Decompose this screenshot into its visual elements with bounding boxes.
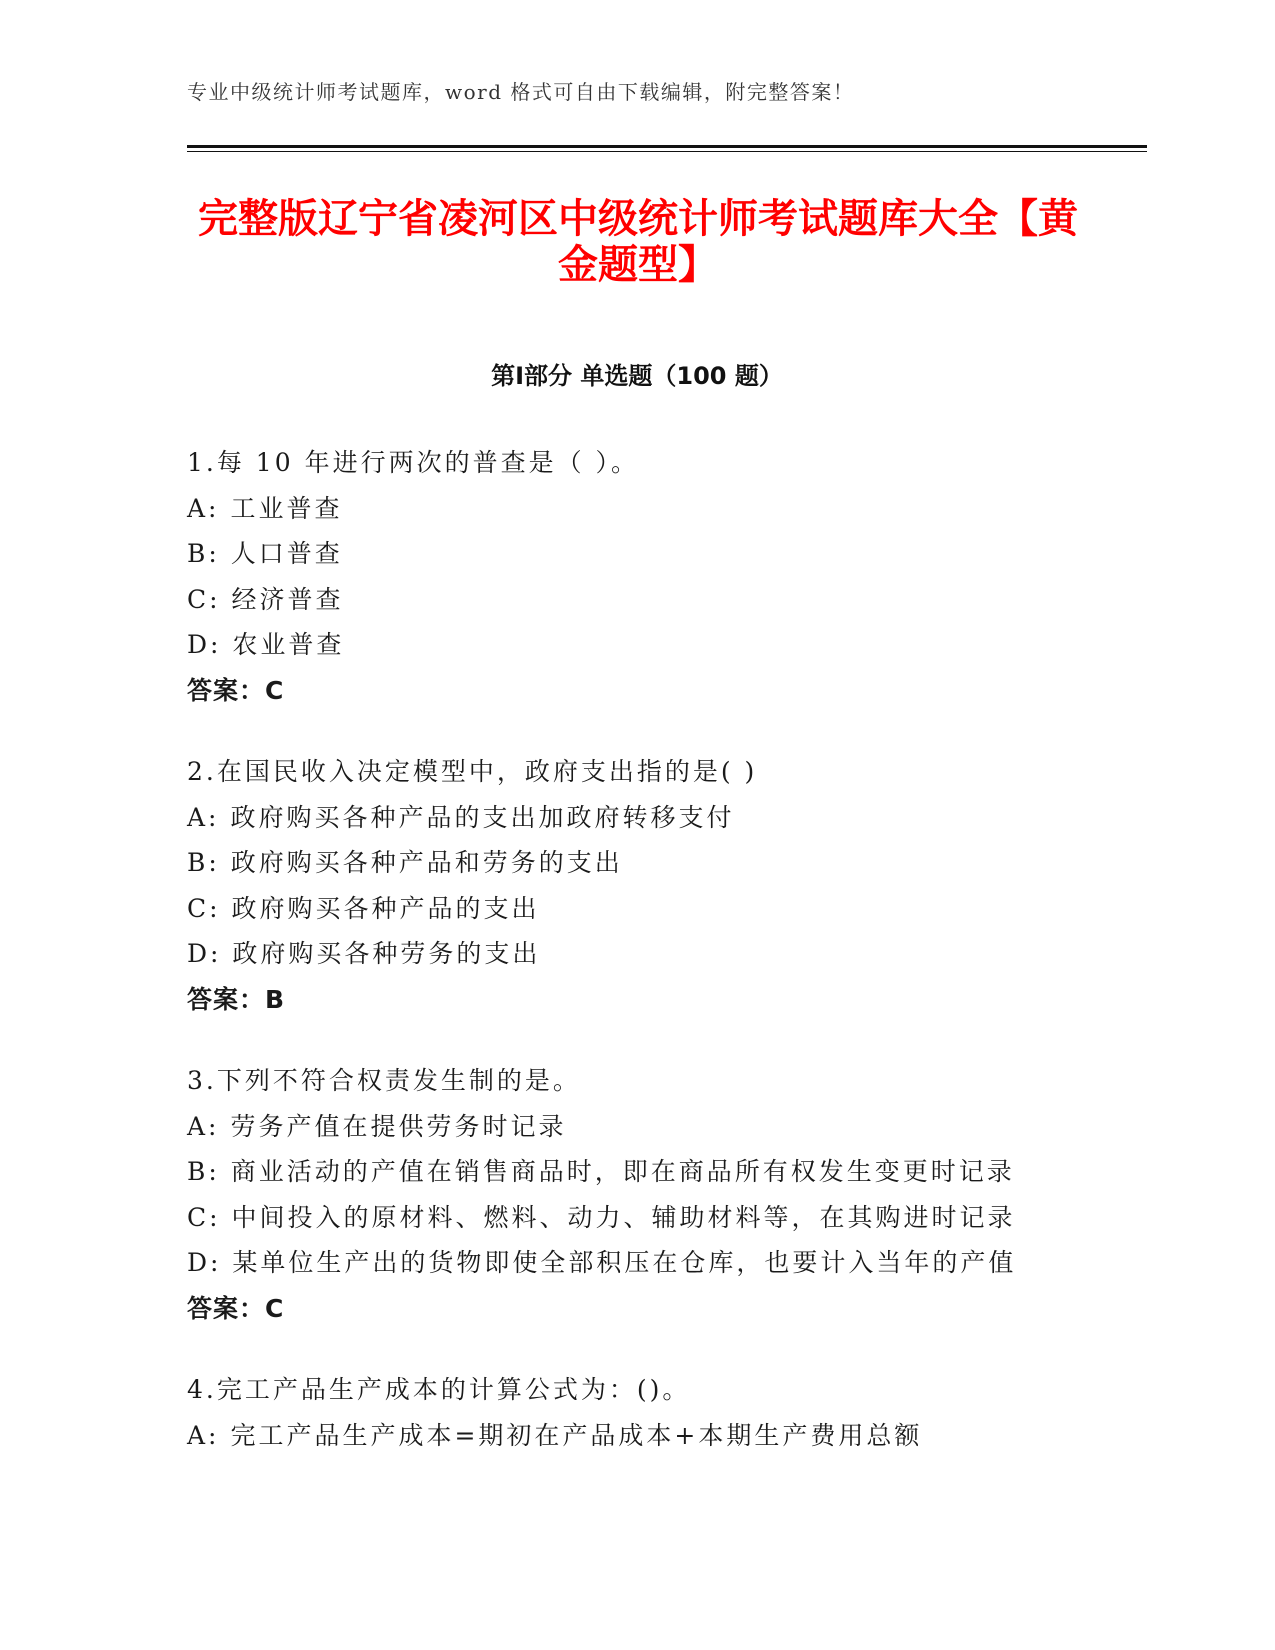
header-rule-thin <box>187 151 1147 152</box>
question-3 <box>187 1058 1087 1331</box>
option-text: 政府购买各种产品的支出 <box>231 893 540 923</box>
question-2 <box>187 749 1087 1022</box>
answer-label: 答案： <box>187 984 266 1014</box>
answer-value: C <box>265 1293 285 1323</box>
question-stem <box>187 749 1087 795</box>
question-text: 下列不符合权责发生制的是。 <box>216 1066 581 1095</box>
option-a <box>187 486 1087 532</box>
question-stem <box>187 1058 1087 1104</box>
option-text: 政府购买各种产品和劳务的支出 <box>230 848 623 877</box>
question-text: 在国民收入决定模型中，政府支出指的是( ) <box>216 757 758 786</box>
option-text: 劳务产值在提供劳务时记录 <box>230 1111 567 1141</box>
option-key: D: <box>187 1248 222 1277</box>
option-b <box>187 840 1087 886</box>
option-c <box>187 577 1087 623</box>
option-text: 工业普查 <box>230 493 343 523</box>
option-text: 政府购买各种产品的支出加政府转移支付 <box>230 802 735 832</box>
answer-value: C <box>265 675 285 705</box>
answer-label: 答案： <box>187 675 266 705</box>
option-d <box>187 622 1087 668</box>
header-note: 专业中级统计师考试题库，word 格式可自由下载编辑，附完整答案！ <box>187 80 855 104</box>
option-b <box>187 1149 1087 1195</box>
option-text: 经济普查 <box>231 584 344 614</box>
option-text: 某单位生产出的货物即使全部积压在仓库，也要计入当年的产值 <box>232 1248 1017 1277</box>
option-text: 农业普查 <box>232 630 345 659</box>
answer-line <box>187 977 1087 1023</box>
question-number: 1. <box>187 448 217 477</box>
answer-line <box>187 668 1087 714</box>
section-title: 第Ⅰ部分 单选题（100 题） <box>491 362 783 390</box>
option-b <box>187 531 1087 577</box>
option-text: 中间投入的原材料、燃料、动力、辅助材料等，在其购进时记录 <box>231 1202 1016 1232</box>
document-title: 完整版辽宁省凌河区中级统计师考试题库大全【黄金题型】 <box>198 196 1078 288</box>
question-stem <box>187 1367 1087 1413</box>
answer-label: 答案： <box>187 1293 266 1323</box>
question-number: 4. <box>187 1375 217 1404</box>
option-c <box>187 886 1087 932</box>
answer-line <box>187 1286 1087 1332</box>
option-key: B: <box>187 1157 220 1186</box>
option-key: C: <box>187 893 221 923</box>
option-key: A: <box>187 802 220 832</box>
question-1 <box>187 440 1087 713</box>
option-text: 商业活动的产值在销售商品时，即在商品所有权发生变更时记录 <box>230 1157 1015 1186</box>
option-key: A: <box>187 1420 220 1450</box>
option-key: C: <box>187 584 221 614</box>
option-text: 完工产品生产成本=期初在产品成本+本期生产费用总额 <box>230 1420 923 1450</box>
option-key: A: <box>187 1111 220 1141</box>
option-key: A: <box>187 493 220 523</box>
option-d <box>187 1240 1087 1286</box>
option-text: 人口普查 <box>230 539 343 568</box>
question-text: 完工产品生产成本的计算公式为：()。 <box>216 1375 691 1404</box>
option-key: D: <box>187 939 222 968</box>
option-key: C: <box>187 1202 221 1232</box>
option-a <box>187 1413 1087 1459</box>
option-text: 政府购买各种劳务的支出 <box>232 939 541 968</box>
header-rule-thick <box>187 145 1147 148</box>
option-a <box>187 1104 1087 1150</box>
question-stem <box>187 440 1087 486</box>
option-c <box>187 1195 1087 1241</box>
option-key: B: <box>187 539 220 568</box>
question-number: 3. <box>187 1066 217 1095</box>
question-text: 每 10 年进行两次的普查是（ ）。 <box>216 448 640 477</box>
answer-value: B <box>265 984 286 1014</box>
question-number: 2. <box>187 757 217 786</box>
question-4 <box>187 1367 1087 1458</box>
option-key: B: <box>187 848 220 877</box>
question-list <box>187 440 1087 1494</box>
option-a <box>187 795 1087 841</box>
option-key: D: <box>187 630 222 659</box>
option-d <box>187 931 1087 977</box>
